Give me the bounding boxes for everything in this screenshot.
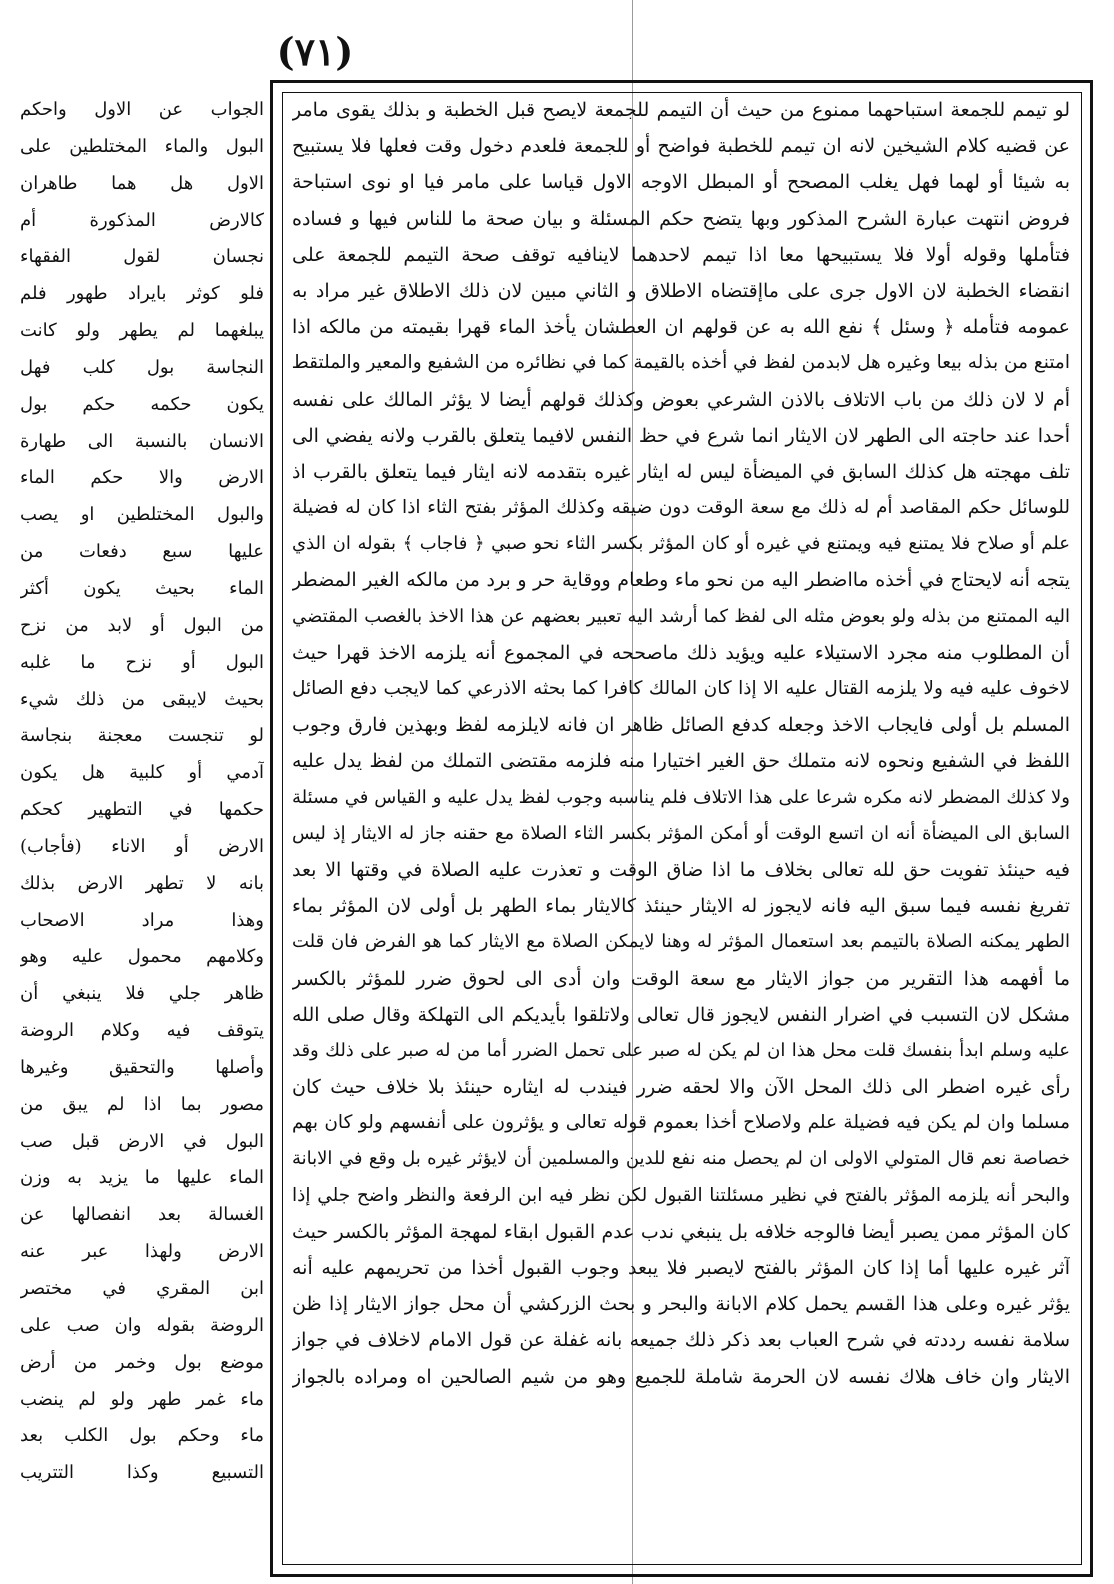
main-text-line: أن المطلوب منه مجرد الاستيلاء عليه ويؤيد ذلك ماصححه في المجموع أنه يلزمه الاخذ قهرا حيث <box>292 641 1070 664</box>
main-text-line: اللفظ في الشفيع ونحوه لانه متملك حق الغير اختيارا منه فلزمه مقتضى التملك من لفظ يدل عليه <box>292 750 1070 773</box>
main-text-line: تلف مهجته هل كذلك السابق في الميضأة ليس له ايثار غيره بتقدمه لانه ايثار فيما يتعلق بالقرب اذ <box>292 460 1070 483</box>
main-text-line: أم لا لان ذلك من باب الاتلاف بالاذن الشرعي بعوض وكذلك قولهم أيضا لا يؤثر المالك على نفسه <box>292 388 1070 411</box>
margin-text-line: فلو كوثر بايراد طهور فلم <box>20 283 264 305</box>
main-text-line: به شيئا أو لهما فهل يغلب المصحح أو المبطل الاوجه الاول قياسا على مامر فيا او نوى استباحة <box>292 171 1070 194</box>
margin-text-line: كالارض المذكورة أم <box>20 209 264 231</box>
margin-text-line: وهذا مراد الاصحاب <box>20 909 264 931</box>
margin-text-line: الارض والا حكم الماء <box>20 467 264 489</box>
margin-text-line: موضع بول وخمر من أرض <box>20 1351 264 1373</box>
main-text-line: يتجه أنه لايحتاج في أخذه مااضطر اليه من نحو ماء وطعام ووقاية حر و برد من مالكه الغير المضطر <box>292 569 1070 592</box>
main-text-line: كان المؤثر ممن يصبر أيضا فالوجه خلافه بل ينبغي ندب عدم القبول ابقاء لمهجة المؤثر بالكسر حيث <box>292 1220 1070 1243</box>
main-text-line: رأى غيره اضطر الى ذلك المحل الآن والا لحقه ضرر فيندب له ايثاره حينئذ بلا خلاف حيث كان <box>292 1076 1070 1099</box>
margin-text-line: ماء غمر طهر ولو لم ينضب <box>20 1388 264 1410</box>
main-text-line: مسلما وان لم يكن فيه فضيلة علم ولاصلاح أخذا بعموم قوله تعالى و يؤثرون على أنفسهم ولو كان بهم <box>292 1112 1070 1134</box>
page-number: (٧١) <box>276 29 354 74</box>
margin-text-line: البول أو نزح ما غلبه <box>20 651 264 673</box>
margin-text-line: الغسالة بعد انفصالها عن <box>20 1204 264 1226</box>
main-text-line: تفريغ نفسه فيما سبق اليه فانه لايجوز له الايثار حينئذ كالايثار بماء الطهر بل أولى لان المؤثر بماء <box>292 895 1070 918</box>
margin-text-line: الجواب عن الاول واحكم <box>20 99 264 120</box>
main-text-line: السابق الى الميضأة أنه ان اتسع الوقت أو أمكن المؤثر بكسر الثاء الصلاة مع حقنه جاز له الايثار إذ ليس <box>292 822 1070 844</box>
margin-text-line: ظاهر جلي فلا ينبغي أن <box>20 983 264 1005</box>
margin-text-line: الروضة بقوله وان صب على <box>20 1314 264 1336</box>
margin-text-line: والبول المختلطين او يصب <box>20 504 264 526</box>
main-text-line: فتأملها وقوله أولا فلا يستبيحها معا اذا تيمم لاحدهما لاينافيه توقف صحة التيمم للجمعة على <box>292 243 1070 266</box>
margin-text-line: مصور بما اذا لم يبق من <box>20 1093 264 1115</box>
main-text-line: آثر غيره عليها أما إذا كان المؤثر بالفتح لايصبر فلا يبعد وجوب القبول أخذا من تحريمهم عليه أنه <box>292 1257 1070 1279</box>
main-text-line: عليه وسلم ابدأ بنفسك قلت محل هذا ان لم يكن له صبر على تحمل الضرر أما من له صبر على ذلك وقد <box>292 1039 1070 1061</box>
main-text-line: يؤثر غيره وعلى هذا القسم يحمل كلام الابانة والبحر و بحث الزركشي أن محل جواز الايثار إذا ظن <box>292 1293 1070 1316</box>
margin-text-line: ابن المقري في مختصر <box>20 1278 264 1299</box>
main-text-line: اليه الممتنع من بذله ولو بعوض مثله الى لفظ كما أرشد اليه تعبير بعضهم عن هذا الاخذ بالغصب المقتضي <box>292 605 1070 627</box>
margin-text-line: ماء وحكم بول الكلب بعد <box>20 1425 264 1447</box>
margin-text-line: الماء عليها ما يزيد به وزن <box>20 1167 264 1189</box>
main-text-line: مشكل لان التسبب في اضرار النفس لايجوز قال تعالى ولاتلقوا بأيديكم الى التهلكة وقال صلى الله <box>292 1003 1070 1026</box>
main-text-line: سلامة نفسه رددته في شرح العباب بعد ذكر ذلك جميعه بانه غفلة عن قول الامام لاخلاف في جواز <box>292 1329 1070 1352</box>
margin-text-line: البول والماء المختلطين على <box>20 135 264 157</box>
main-text-line: ما أفهمه هذا التقرير من جواز الايثار مع سعة الوقت وان أدى الى لحوق ضرر للمؤثر بالكسر <box>292 967 1070 990</box>
main-text-line: لاخوف عليه فيه ولا يلزمه القتال عليه الا إذا كان المالك كافرا كما بحثه الاذرعي كما لايجب دفع الصائل <box>292 678 1070 699</box>
margin-text-line: عليها سبع دفعات من <box>20 541 264 563</box>
margin-text-line: بانه لا تطهر الارض بذلك <box>20 872 264 894</box>
margin-text-line: بحيث لايبقى من ذلك شيء <box>20 688 264 710</box>
margin-text-line: نجسان لقول الفقهاء <box>20 246 264 268</box>
main-text-line: المسلم بل أولى فايجاب الاخذ وجعله كدفع الصائل ظاهر ان فانه لايلزمه لفظ وبهذين فارق وجوب <box>292 714 1070 737</box>
main-text-line: فروض انتهت عبارة الشرح المذكور وبها يتضح حكم المسئلة و بيان صحة ما للناس فيها و فساده <box>292 207 1070 230</box>
main-text-line: عن قضيه كلام الشيخين لانه ان تيمم للخطبة فواضح أو للجمعة فلعدم دخول وقت فعلها فلا يستبيح <box>292 135 1070 158</box>
main-text-line: خصاصة نعم قال المتولي الاولى ان لم يحصل منه نفع للدين والمسلمين أن لايؤثر غيره بل وقع في الابانة <box>292 1148 1070 1170</box>
main-text-line: لو تيمم للجمعة استباحهما ممنوع من حيث أن التيمم للجمعة لايصح قبل الخطبة و بذلك يقوى مامر <box>292 99 1070 121</box>
main-text-line: انقضاء الخطبة لان الاول جرى على ماإقتضاه الاطلاق و الثاني مبين لان ذلك الاطلاق غير مراد به <box>292 279 1070 302</box>
margin-text-line: النجاسة بول كلب فهل <box>20 356 264 378</box>
margin-text-line: يتوقف فيه وكلام الروضة <box>20 1020 264 1042</box>
main-text-block <box>292 92 1070 1565</box>
margin-text-line: لو تنجست معجنة بنجاسة <box>20 725 264 747</box>
margin-text-line: الماء بحيث يكون أكثر <box>20 577 264 599</box>
margin-text-line: وكلامهم محمول عليه وهو <box>20 946 264 968</box>
main-text-line: والبحر أنه يلزمه المؤثر بالفتح في نظير مسئلتنا القبول لكن نظر فيه ابن الرفعة والنظر واضح جلي إذا <box>292 1184 1070 1206</box>
main-text-line: علم أو صلاح فلا يمتنع فيه ويمتنع في غيره أو كان المؤثر بكسر الثاء نحو صبي ﴿ فاجاب ﴾ بقوله ان الذي <box>292 533 1070 555</box>
margin-text-line: حكمها في التطهير كحكم <box>20 799 264 821</box>
margin-text-line: الارض ولهذا عبر عنه <box>20 1241 264 1263</box>
main-text-line: فيه حينئذ تفويت حق لله تعالى بخلاف ما اذا ضاق الوقت و تعذرت عليه الصلاة في وقتها الا بعد <box>292 858 1070 881</box>
main-text-line: للوسائل حكم المقاصد أم له ذلك مع سعة الوقت دون ضيقه وكذلك المؤثر بفتح الثاء اذا كان له فضيلة <box>292 497 1070 519</box>
margin-text-line: يكون حكمه حكم بول <box>20 393 264 415</box>
margin-text-line: آدمي أو كلبية هل يكون <box>20 762 264 784</box>
main-text-line: الطهر يمكنه الصلاة بالتيمم بعد استعمال المؤثر له وهنا لايمكن الصلاة مع الايثار كما هو الفرض فان قلت <box>292 931 1070 953</box>
margin-text-line: الانسان بالنسبة الى طهارة <box>20 430 264 452</box>
main-text-line: أحدا عند حاجته الى الطهر لان الايثار انما شرع في حظ النفس لافيما يتعلق بالقرب ولانه يفضي الى <box>292 424 1070 447</box>
main-text-line: ولا كذلك المضطر لانه مكره شرعا على هذا الاتلاف فلم يناسبه وجوب لفظ يدل عليه و القياس في مسئلة <box>292 786 1070 808</box>
margin-text-line: من البول أو لابد من نزح <box>20 614 264 636</box>
margin-text-line: التسبيع وكذا التتريب <box>20 1462 264 1484</box>
margin-text-line: الاول هل هما طاهران <box>20 172 264 194</box>
margin-text-line: الارض أو الاناء (فأجاب) <box>20 835 264 857</box>
main-text-line: امتنع من بذله بيعا وغيره هل لابدمن لفظ في أخذه بالقيمة كما في نظائره من الشفيع والمعير والملتقط <box>292 352 1070 374</box>
margin-text-line: وأصلها والتحقيق وغيرها <box>20 1056 264 1078</box>
margin-commentary-block <box>20 92 264 1565</box>
margin-text-line: يبلغهما لم يطهر ولو كانت <box>20 320 264 342</box>
main-text-line: عمومه فتأمله ﴿ وسئل ﴾ نفع الله به عن قولهم ان العطشان يأخذ الماء قهرا بقيمته من مالكه اذا <box>292 316 1070 339</box>
margin-text-line: البول في الارض قبل صب <box>20 1130 264 1152</box>
main-text-line: الايثار وان خاف هلاك نفسه لان الحرمة شاملة للجميع وهو من شيم الصالحين اه ومراده بالجواز <box>292 1365 1070 1388</box>
